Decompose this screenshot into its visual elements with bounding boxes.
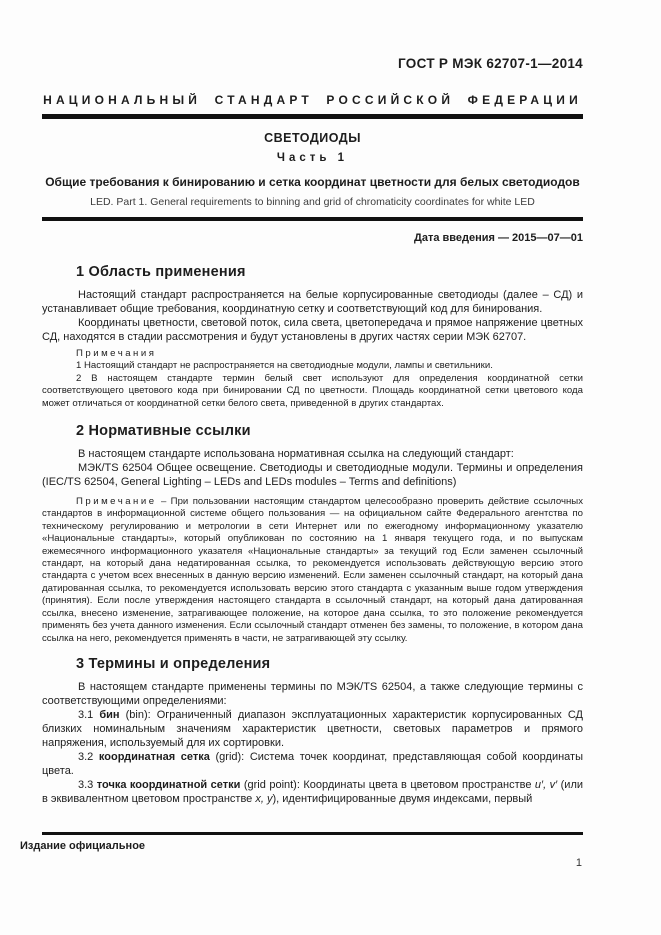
notes-label: Примечания: [76, 348, 157, 359]
section-1-paragraph-2: Координаты цветности, световой поток, сила света, цветопередача и прямое напряжение цветных СД, находятся в стадии рассмотрения и будут установлены в других частях серии МЭК 62707.: [42, 317, 583, 343]
part-label: Часть 1: [276, 152, 349, 164]
document-title: СВЕТОДИОДЫ: [264, 131, 361, 145]
introduction-date: Дата введения — 2015—07—01: [414, 232, 583, 244]
term-number: 3.2: [78, 750, 94, 763]
official-edition-label: Издание официальное: [20, 840, 146, 852]
footer-divider: [42, 832, 583, 835]
section-1-paragraph-1: Настоящий стандарт распространяется на белые корпусированные светодиоды (далее – СД) и устанавливает общие требования, координатную сетку и соответствующий код для бинирования.: [42, 289, 583, 315]
note-text: – При пользовании настоящим стандартом целесообразно проверить действие ссылочных стандартов в информационной системе общего пользования — на официальном сайте Федерального агентства по техническому регулированию и метрологии в сети Интернет или по ежегодному информационному указателю «Национальные стандарты», который опубликован по состоянию на 1 января текущего года, и по выпускам ежемесячного информационного указателя «Национальные стандарты» за текущий год Если заменен ссылочный стандарт, на который дана недатированная ссылка, то рекомендуется использовать действующую версию этого стандарта с учетом всех внесенных в данную версию изменений. Если заменен ссылочный стандарт, на который дана датированная ссылка, то рекомендуется использовать версию этого стандарта с указанным выше годом утверждения (принятия). Если после утверждения настоящего стандарта в ссылочный стандарт, на который дана датированная ссылка, внесено изменение, затрагивающее положение, на которое дана ссылка, то это положение рекомендуется применять без учета данного изменения. Если ссылочный стандарт отменен без замены, то положение, в котором дана ссылка на него, рекомендуется применять в части, не затрагивающей эту ссылку.: [42, 496, 583, 644]
note-label: Примечание: [76, 496, 157, 508]
term-definition-mid: (или в эквивалентном цветовом пространстве: [42, 778, 584, 805]
term-word: точка координатной сетки: [96, 778, 241, 791]
term-definition: (bin): Ограниченный диапазон эксплуатационных характеристик корпусированных СД близких номинальным значениям характеристик цветности, световых параметров и прямого напряжения, используемый для их сортировки.: [42, 708, 584, 749]
section-3-heading: 3 Термины и определения: [76, 655, 271, 672]
term-definition: (grid): Система точек координат, представляющая собой координаты цвета.: [42, 750, 583, 777]
note-2: 2 В настоящем стандарте термин белый свет используют для определения координатной сетки соответствующего цветового кода при бинировании СД по цветности. Площадь координатной сетки цветового кода может отличаться от координатной сетки белого света, приведенной в других стандартах.: [42, 372, 583, 409]
subtitle-russian: Общие требования к бинированию и сетка координат цветности для белых светодиодов: [45, 175, 580, 189]
section-3-intro: В настоящем стандарте применены термины по МЭК/TS 62504, а также следующие термины с соответствующими определениями:: [42, 680, 583, 707]
term-number: 3.1: [78, 708, 94, 721]
term-variables-xy: x, y: [255, 792, 273, 805]
term-word: бин: [99, 708, 120, 721]
header-divider: [42, 114, 583, 119]
page-number: 1: [575, 857, 582, 869]
term-number: 3.3: [78, 778, 94, 791]
subtitle-english: LED. Part 1. General requirements to binning and grid of chromaticity coordinates for white LED: [90, 196, 535, 208]
page-content: [42, 0, 583, 806]
term-word: координатная сетка: [98, 750, 210, 763]
section-1-heading: 1 Область применения: [76, 264, 246, 280]
term-3-2: [42, 750, 583, 778]
section-1-notes: [42, 348, 583, 410]
doc-number: ГОСТ Р МЭК 62707-1—2014: [398, 56, 583, 71]
term-3-3: [42, 778, 583, 806]
national-standard-heading: НАЦИОНАЛЬНЫЙ СТАНДАРТ РОССИЙСКОЙ ФЕДЕРАЦИИ: [43, 93, 582, 107]
subtitle-divider: [42, 217, 583, 221]
section-2-note: [42, 496, 583, 645]
section-2-heading: 2 Нормативные ссылки: [76, 423, 251, 440]
term-3-1: [42, 708, 583, 750]
section-2-paragraph-1: В настоящем стандарте использована нормативная ссылка на следующий стандарт:: [78, 448, 514, 461]
term-variables-uv: u′, v′: [534, 778, 558, 791]
term-definition-tail: ), идентифицированные двумя индексами, первый: [272, 792, 533, 805]
term-definition-lead: (grid point): Координаты цвета в цветовом пространстве: [240, 778, 535, 791]
note-1: 1 Настоящий стандарт не распространяется на светодиодные модули, лампы и светильники.: [76, 360, 493, 372]
section-2-reference: МЭК/TS 62504 Общее освещение. Светодиоды и светодиодные модули. Термины и определения (IEC/TS 62504, General Lighting – LEDs and LEDs modules – Terms and definitions): [42, 462, 583, 489]
